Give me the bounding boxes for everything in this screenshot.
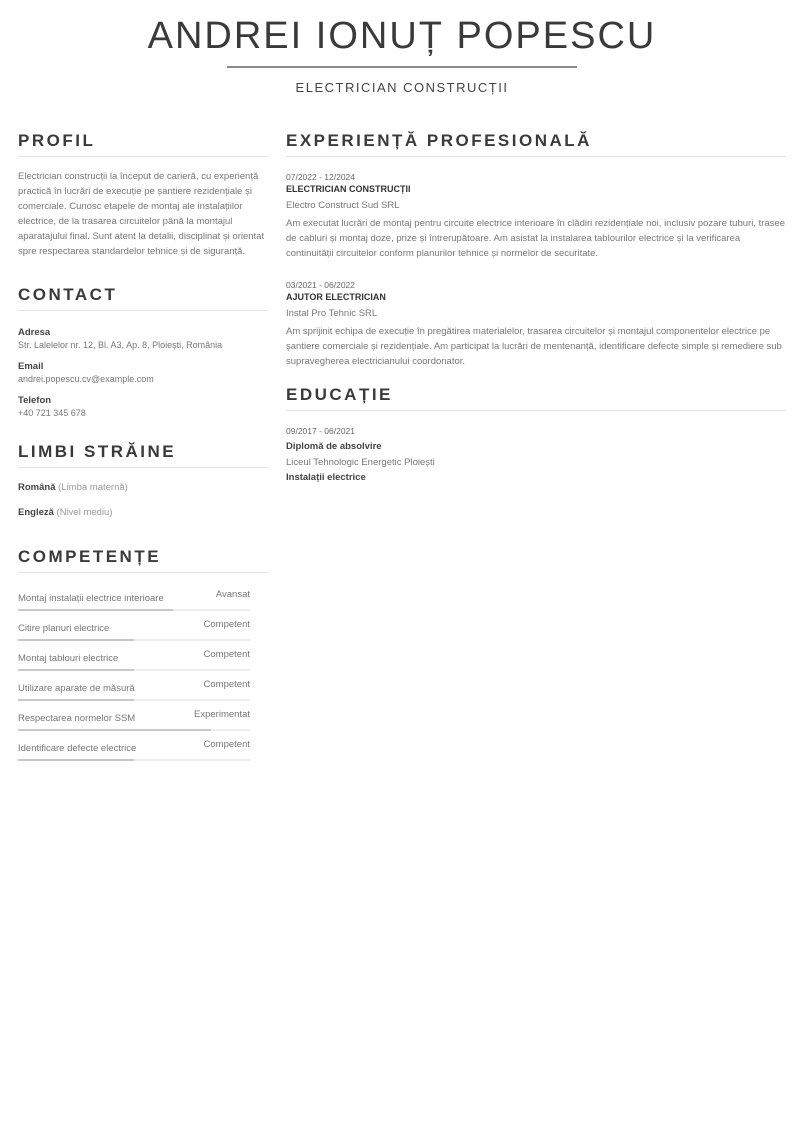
entry-company: Electro Construct Sud SRL <box>286 200 400 211</box>
education-section <box>286 385 786 484</box>
skill-name: Citire planuri electrice <box>18 623 110 634</box>
skill-item <box>18 611 250 641</box>
left-column <box>18 131 268 761</box>
skills-section <box>18 547 268 761</box>
skill-level: Competent <box>203 679 250 690</box>
email-value[interactable]: andrei.popescu.cv@example.com <box>18 374 154 384</box>
language-name: Engleză <box>18 507 54 518</box>
skill-name: Identificare defecte electrice <box>18 743 137 754</box>
skill-bar <box>18 759 250 761</box>
address-label: Adresa <box>18 327 51 338</box>
phone-value: +40 721 345 678 <box>18 408 86 418</box>
education-entry <box>286 425 786 484</box>
skill-item <box>18 671 250 701</box>
entry-title: AJUTOR ELECTRICIAN <box>286 292 386 302</box>
experience-entry <box>286 171 786 261</box>
header-divider <box>227 66 577 68</box>
skill-bar-fill <box>18 759 134 761</box>
candidate-name: ANDREI IONUȚ POPESCU <box>147 15 657 57</box>
entry-description: Am executat lucrări de montaj pentru circuite electrice interioare în clădiri rezidențiale noi, inclusiv pozare tuburi, trasee de cabluri și montaj doze, prize și întrerupătoare. Am asistat la instalarea tablourilor electrice și la verificarea continuității circuitelor conform planurilor tehnice și normelor de securitate. <box>286 218 785 259</box>
language-level: (Limba maternă) <box>58 482 128 493</box>
skill-level: Competent <box>203 619 250 630</box>
education-degree: Diplomă de absolvire <box>286 441 382 452</box>
resume-header <box>0 0 804 95</box>
skill-name: Montaj tablouri electrice <box>18 653 119 664</box>
skill-level: Avansat <box>215 589 250 600</box>
experience-section <box>286 131 786 369</box>
skill-name: Utilizare aparate de măsură <box>18 683 135 694</box>
contact-section <box>18 285 268 419</box>
language-level: (Nivel mediu) <box>56 507 113 518</box>
education-heading: EDUCAȚIE <box>286 385 786 411</box>
phone-label: Telefon <box>18 395 52 406</box>
profile-text: Electrician construcții la început de carieră, cu experiență practică în lucrări de execuție pe șantiere rezidențiale și comerciale. Cunosc etapele de montaj ale instalațiilor electrice, de la trasarea circuitelor până la montajul aparatajului final. Sunt atent la detalii, disciplinat și orientat spre respectarea standardelor tehnice și de siguranță. <box>18 171 265 257</box>
experience-heading: EXPERIENȚĂ PROFESIONALĂ <box>286 131 786 157</box>
skill-level: Competent <box>203 739 250 750</box>
contact-address <box>18 326 268 351</box>
profile-heading: PROFIL <box>18 131 268 157</box>
languages-heading: LIMBI STRĂINE <box>18 442 268 468</box>
entry-date: 03/2021 - 06/2022 <box>286 280 356 290</box>
contact-email <box>18 360 268 385</box>
skill-item <box>18 701 250 731</box>
address-value: Str. Lalelelor nr. 12, Bl. A3, Ap. 8, Ploiești, România <box>18 340 223 350</box>
education-date: 09/2017 - 06/2021 <box>286 426 356 436</box>
skill-name: Montaj instalații electrice interioare <box>18 593 164 604</box>
entry-date: 07/2022 - 12/2024 <box>286 172 356 182</box>
skill-item <box>18 581 250 611</box>
languages-section <box>18 442 268 519</box>
education-school: Liceul Tehnologic Energetic Ploiești <box>286 457 435 468</box>
contact-phone <box>18 394 268 419</box>
skill-item <box>18 731 250 761</box>
skill-item <box>18 641 250 671</box>
entry-title: ELECTRICIAN CONSTRUCȚII <box>286 184 411 194</box>
contact-heading: CONTACT <box>18 285 268 311</box>
right-column <box>286 131 786 484</box>
entry-company: Instal Pro Tehnic SRL <box>286 308 378 319</box>
skills-list <box>18 581 268 761</box>
language-item <box>18 506 268 519</box>
skills-heading: COMPETENȚE <box>18 547 268 573</box>
skill-level: Competent <box>203 649 250 660</box>
education-field: Instalații electrice <box>286 472 366 483</box>
job-title: ELECTRICIAN CONSTRUCȚII <box>295 80 509 95</box>
email-label: Email <box>18 361 44 372</box>
profile-section <box>18 131 268 259</box>
entry-description: Am sprijinit echipa de execuție în pregătirea materialelor, trasarea circuitelor și montajul componentelor electrice pe șantiere comerciale și rezidențiale. Am participat la lucrări de mentenanță, identificare defecte simple și remediere sub supravegherea electricianului coordonator. <box>286 326 782 367</box>
language-name: Română <box>18 482 56 493</box>
skill-level: Experimentat <box>194 709 250 720</box>
skill-name: Respectarea normelor SSM <box>18 713 136 724</box>
experience-entry <box>286 279 786 369</box>
language-item <box>18 481 268 494</box>
